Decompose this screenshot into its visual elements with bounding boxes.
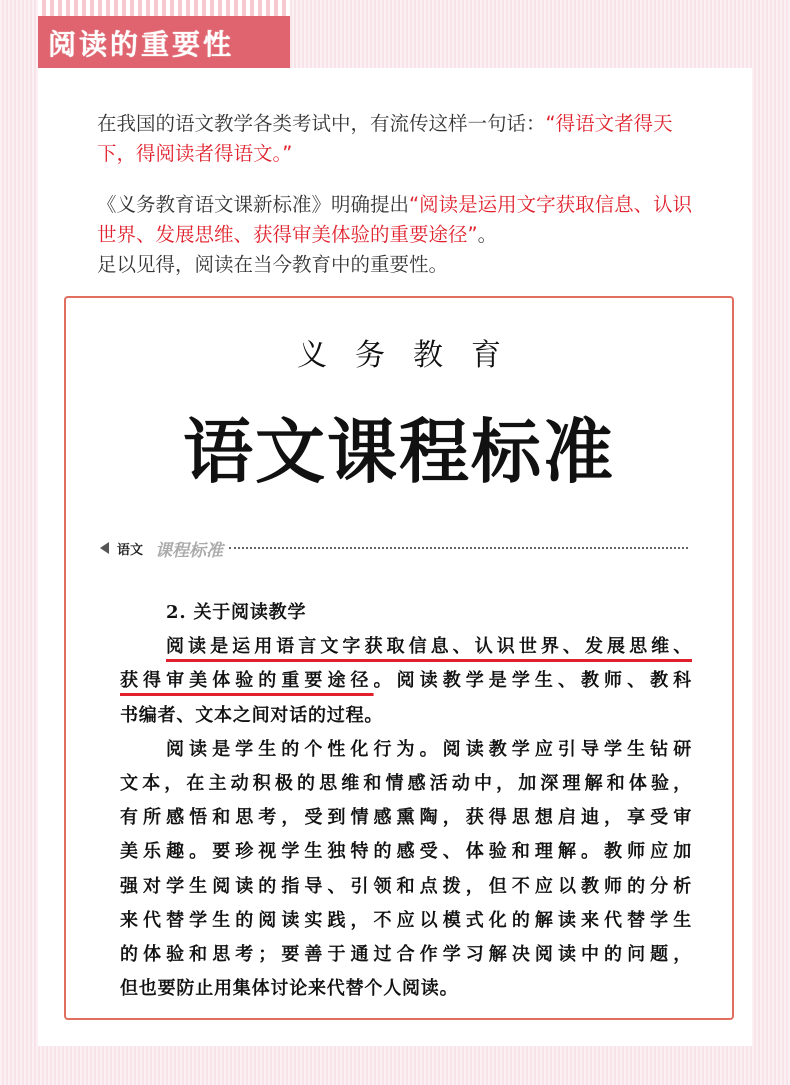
highlighted-text: 获得审美体验的重要途径 [120,670,374,692]
body-line [120,801,692,835]
body-text: 来代替学生的阅读实践，不应以模式化的解读来代替学生 [120,909,692,931]
section-title-tab [38,16,290,70]
section-title: 阅读的重要性 [48,28,235,61]
body-line [120,870,692,904]
body-line [120,938,692,972]
body-text: 阅读是学生的个性化行为。阅读教学应引导学生钻研 [166,738,692,760]
dotted-rule [229,547,688,549]
book-title: 语文课程标准 [183,410,615,493]
body-text: 强对学生阅读的指导、引领和点拨，但不应以教师的分析 [120,875,692,897]
body-line [120,664,692,698]
section-heading-text: 2. 关于阅读教学 [166,602,307,623]
body-line [120,972,692,1006]
highlighted-text: 阅读是运用语言文字获取信息、认识世界、发展思维、 [166,636,692,658]
tab-decoration-stripes [38,0,290,16]
intro-paragraph-1 [97,109,707,169]
body-text: 有所感悟和思考，受到情感熏陶，获得思想启迪，享受审 [120,807,692,829]
intro-p2-lead: 《义务教育语文课新标准》明确提出 [97,193,410,216]
body-text: 美乐趣。要珍视学生独特的感受、体验和理解。教师应加 [120,841,692,863]
intro-p2-tail: 。 [477,223,498,246]
runner-label: 语文 [117,542,144,558]
body-line [120,699,692,733]
intro-paragraph-2 [97,190,707,280]
triangle-left-icon [100,542,109,554]
intro-p1-quote: “得语文者得天下，得阅读者得语文。” [97,112,673,165]
body-line [120,733,692,767]
body-text: 的体验和思考；要善于通过合作学习解决阅读中的问题， [120,943,692,965]
body-text: 文本，在主动积极的思维和情感活动中，加深理解和体验， [120,772,692,794]
runner-subtitle: 课程标准 [155,540,224,561]
body-line [120,835,692,869]
section-heading [120,596,692,630]
body-line [120,904,692,938]
body-text: 。阅读教学是学生、教师、教科 [373,670,692,692]
intro-p2-quote: “阅读是运用文字获取信息、认识世界、发展思维、获得审美体验的重要途径” [97,193,693,246]
book-body-text [120,596,692,1006]
page-running-header [100,538,688,561]
book-excerpt-frame [64,296,734,1020]
body-text: 但也要防止用集体讨论来代替个人阅读。 [120,978,459,1000]
body-text: 书编者、文本之间对话的过程。 [120,704,384,726]
intro-p1-lead: 在我国的语文教学各类考试中，有流传这样一句话： [97,112,546,135]
body-line [120,767,692,801]
intro-p3: 足以见得，阅读在当今教育中的重要性。 [97,253,449,276]
body-line [120,630,692,664]
book-subtitle: 义务教育 [297,338,529,373]
